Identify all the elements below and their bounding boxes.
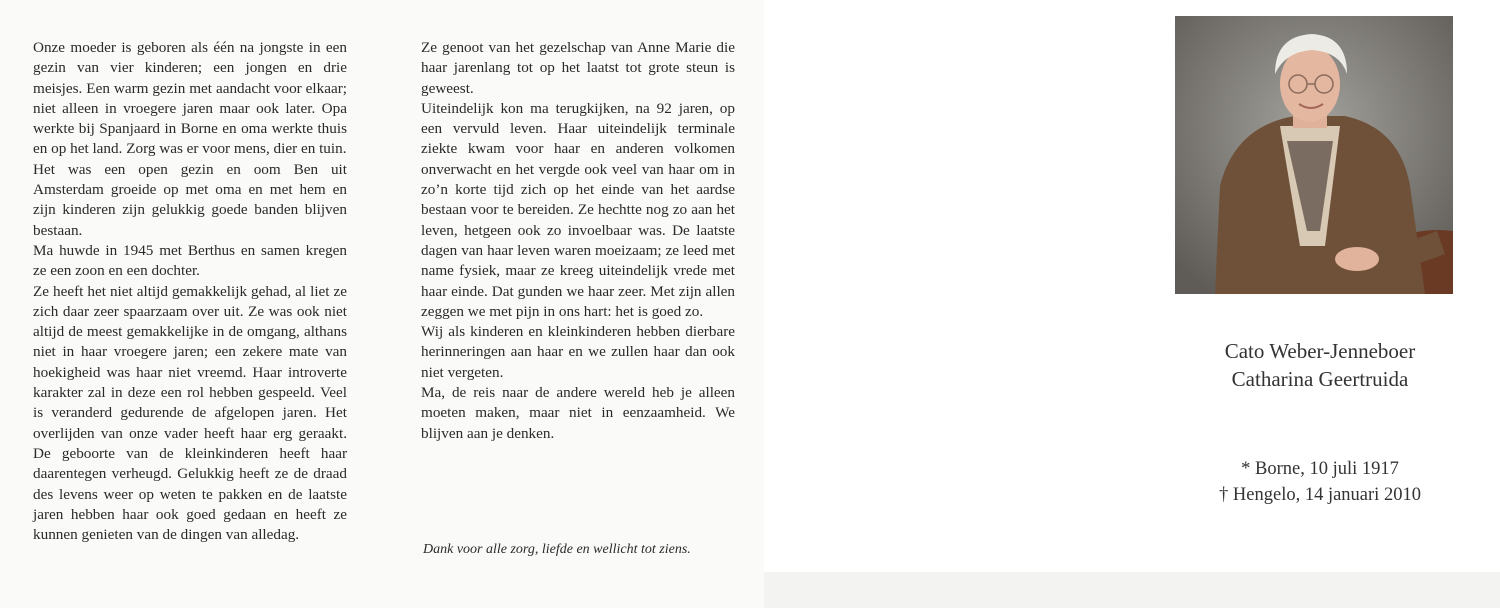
paragraph: Het was een open gezin en oom Ben uit Amsterdam groeide op met oma en met hem en zijn kinderen zijn gelukkig goede banden blijven bestaan.: [33, 160, 347, 239]
left-text-column: [33, 38, 347, 545]
scan-edge: [764, 572, 1500, 608]
paragraph: Ze heeft het niet altijd gemakkelijk gehad, al liet ze zich daar zeer spaarzaam over uit. Ze was ook niet altijd de meest gemakkelijke in de omgang, althans niet in haar vroegere jaren; een zekere mate van hoekigheid was haar niet vreemd. Haar introverte karakter zal in deze een rol hebben gespeeld. Veel is veranderd gedurende de afgelopen jaren. Het overlijden van onze vader heeft haar erg geraakt. De geboorte van de kleinkinderen heeft haar daarentegen verheugd. Gelukkig heeft ze de draad des levens weer op weten te pakken en de laatste jaren hebben haar ook goed gedaan en heeft ze kunnen genieten van de dingen van alledag.: [33, 282, 347, 544]
closing-line: Dank voor alle zorg, liefde en wellicht tot ziens.: [423, 542, 691, 557]
paragraph: Ze genoot van het gezelschap van Anne Marie die haar jarenlang tot op het laatst tot grote steun is geweest.: [421, 39, 735, 97]
paragraph: Ma, de reis naar de andere wereld heb je alleen moeten maken, maar niet in eenzaamheid. We blijven aan je denken.: [421, 384, 735, 442]
birth-date: * Borne, 10 juli 1917: [1241, 459, 1399, 479]
portrait-illustration: [1175, 16, 1453, 294]
name-line-1: Cato Weber-Jenneboer: [1224, 339, 1416, 363]
death-date: † Hengelo, 14 januari 2010: [1219, 485, 1421, 505]
name-line-2: Catharina Geertruida: [1231, 367, 1409, 391]
paragraph: Onze moeder is geboren als één na jongste in een gezin van vier kinderen; een jongen en drie meisjes. Een warm gezin met aandacht voor elkaar; niet alleen in vroegere jaren maar ook later. Opa werkte bij Spanjaard in Borne en oma werkte thuis en op het land. Zorg was er voor mens, dier en tuin.: [33, 39, 347, 158]
middle-text-column: [421, 38, 735, 444]
paragraph: Uiteindelijk kon ma terugkijken, na 92 jaren, op een vervuld leven. Haar uiteindelijk terminale ziekte kwam voor haar en anderen volkomen onverwacht en het vergde ook veel van haar om in zo’n korte tijd zich op het einde van het aardse bestaan voor te bereiden. Ze hechtte nog zo aan het leven, hetgeen ook zo invoelbaar was. De laatste dagen van haar leven waren moeizaam; ze leed met name fysiek, maar ze kreeg uiteindelijk vrede met haar einde. Dat gunden we haar zeer. Met zijn allen zeggen we met pijn in ons hart: het is goed zo.: [421, 99, 735, 320]
paragraph: Ma huwde in 1945 met Berthus en samen kregen ze een zoon en een dochter.: [33, 241, 347, 280]
paragraph: Wij als kinderen en kleinkinderen hebben dierbare herinneringen aan haar en we zullen haar dan ook niet vergeten.: [421, 323, 735, 381]
portrait-photo: [1175, 16, 1453, 294]
deceased-name: [1150, 337, 1490, 393]
life-dates: [1150, 456, 1490, 508]
